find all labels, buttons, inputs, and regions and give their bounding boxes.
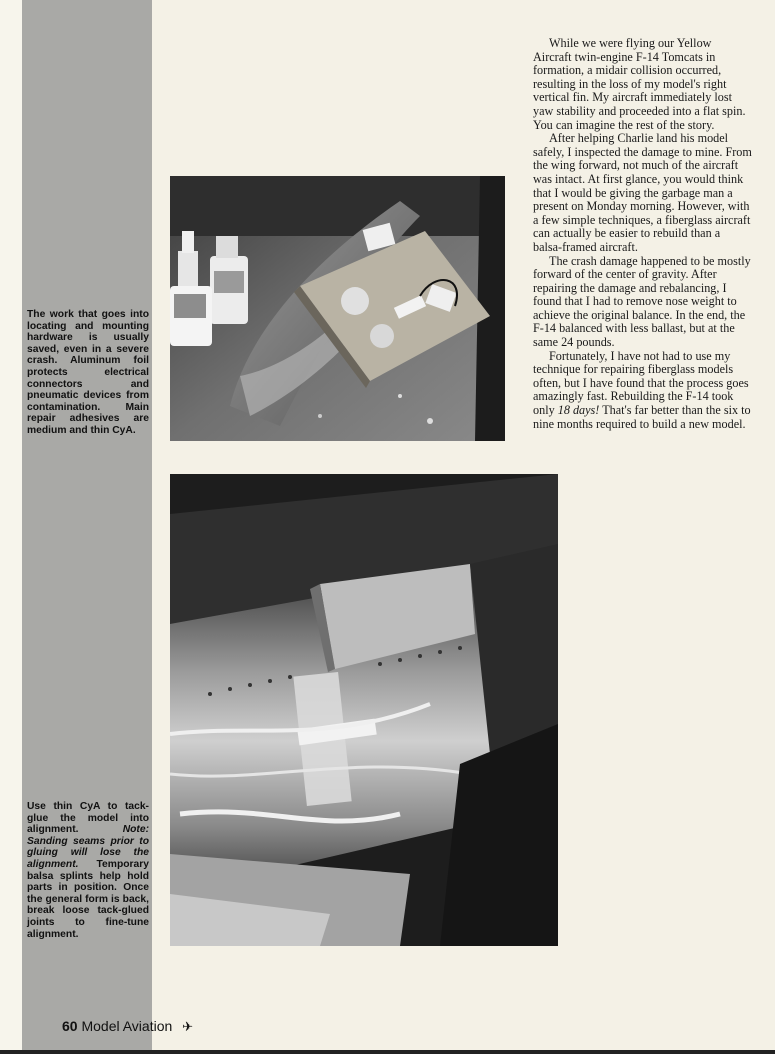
- article-text: That's far better than the six to nine months required to build a new model.: [533, 403, 751, 431]
- article-body: [533, 37, 752, 431]
- caption-text: Temporary balsa splints help hold parts in position. Once the general form is back, break loose tack-glued joints to fine-tune alignment.: [27, 858, 149, 940]
- page-edge: [0, 0, 22, 1054]
- magazine-name: Model Aviation: [81, 1018, 173, 1034]
- article-text: Fortunately, I have not had to use my technique for repairing fiberglass models often, but I have found that the process goes amazingly fast. Rebuilding the F-14 took only: [533, 348, 749, 418]
- photo-fuselage-repair: [170, 474, 558, 946]
- article-paragraph: [533, 350, 752, 432]
- article-emphasis: 18 days!: [557, 403, 600, 418]
- article-paragraph: After helping Charlie land his model safely, I inspected the damage to mine. From the wing forward, not much of the aircraft was intact. At first glance, you would think that I would be giving the garbage man a present on Monday morning. However, with a few simple techniques, a fiberglass aircraft can actually be easier to rebuild than a balsa-framed aircraft.: [533, 131, 752, 254]
- caption-text: Use thin CyA to tack-glue the model into alignment.: [27, 801, 149, 836]
- airplane-icon: ✈: [182, 1019, 194, 1034]
- article-paragraph: While we were flying our Yellow Aircraft twin-engine F-14 Tomcats in formation, a midair collision occurred, resulting in the loss of my model's right vertical fin. My aircraft immediately lost yaw stability and proceeded into a flat spin. You can imagine the rest of the story.: [533, 36, 746, 132]
- photo-crash-hardware: [170, 176, 505, 441]
- article-paragraph: The crash damage happened to be mostly forward of the center of gravity. After repairing the damage and rebalancing, I found that I had to remove nose weight to achieve the original balance. In the end, the F-14 balanced with less ballast, but at the same 24 pounds.: [533, 253, 751, 350]
- page-footer: [62, 1018, 193, 1035]
- photo-caption-alignment: [27, 801, 149, 940]
- page-number: 60: [62, 1018, 78, 1034]
- page-bottom-edge: [0, 1050, 775, 1054]
- caption-note: Note: Sanding seams prior to gluing will lose the alignment.: [27, 824, 149, 870]
- photo-caption-hardware: The work that goes into locating and mounting hardware is usually saved, even in a severe crash. Aluminum foil protects electrical connectors and pneumatic devices from contamination. Main repair adhesives are medium and thin CyA.: [27, 309, 149, 436]
